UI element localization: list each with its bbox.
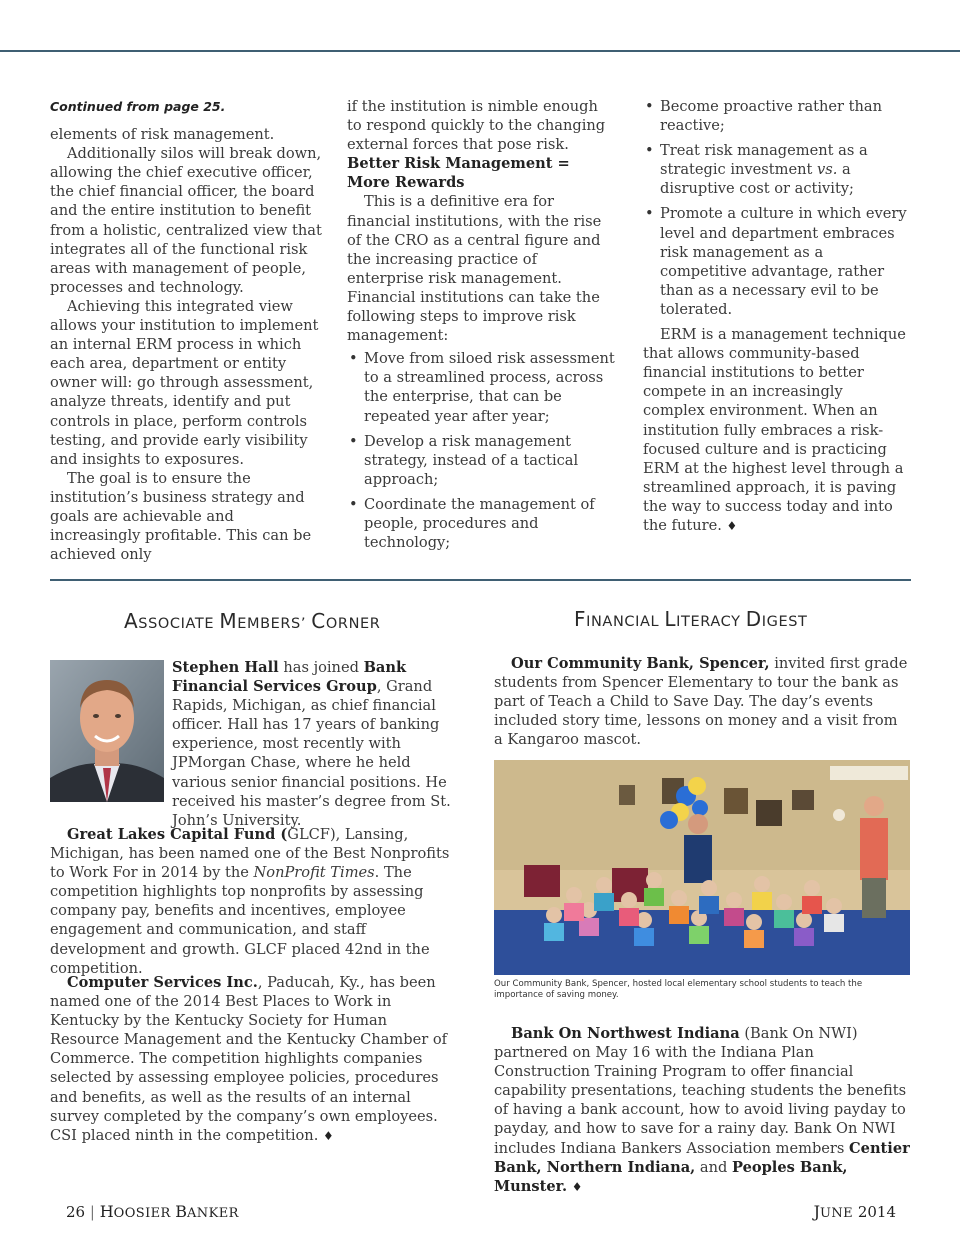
mag-cap: B xyxy=(175,1202,188,1221)
member-banks: Centier Bank, Northern Indiana, xyxy=(494,1139,910,1176)
footer-left xyxy=(66,1202,239,1221)
hall-text: , Grand Rapids, Michigan, as chief financial officer. Hall has 17 years of banking experience, most recently with JPMorgan Chase, where he held various senior financial positions. He received his master’s degree from St. John’s University. xyxy=(172,678,451,829)
bonwi-text: and xyxy=(695,1158,732,1176)
article-column-1 xyxy=(50,97,322,564)
associate-members-heading xyxy=(124,609,380,633)
footer-right xyxy=(814,1202,896,1221)
bank-on-nwi-item xyxy=(494,1024,910,1197)
heading-cap: A xyxy=(124,609,139,633)
magazine-name xyxy=(100,1203,239,1221)
person-name: Stephen Hall xyxy=(172,659,279,676)
financial-literacy-heading xyxy=(574,607,808,631)
col3-bullet-2 xyxy=(643,141,907,198)
col3-bullet-1: • Become proactive rather than reactive; xyxy=(643,97,907,135)
end-diamond-icon: ♦ xyxy=(726,518,738,533)
mag-cap: H xyxy=(99,1202,114,1221)
col3-bullet-2-post: a disruptive cost or activity; xyxy=(660,161,854,198)
col2-subhead: Better Risk Management = More Rewards xyxy=(347,155,570,192)
glcf-text: GLCF), Lansing, Michigan, has been named one of the Best Nonprofits to Work For in 2014 by the xyxy=(50,826,450,882)
article-column-2 xyxy=(347,97,615,558)
company-name: Bank Financial Services Group xyxy=(172,659,407,696)
company-name: Our Community Bank, Spencer, xyxy=(511,655,770,672)
date-cap: J xyxy=(813,1202,820,1221)
col3-bullet-2-vs: vs. xyxy=(817,161,838,179)
page-number: 26 xyxy=(66,1203,86,1221)
footer-separator: | xyxy=(89,1203,95,1221)
company-name: Great Lakes Capital Fund ( xyxy=(67,826,288,843)
col1-para-4: The goal is to ensure the institution’s business strategy and goals are achievable and increasingly profitable. This can be achieved only xyxy=(50,469,312,564)
col3-bullet-3: • Promote a culture in which every level and department embraces risk management as a competitive advantage, rather than as a necessary evil to be tolerated. xyxy=(643,204,907,319)
col1-para-2: Additionally silos will break down, allowing the chief executive officer, the chief financial officer, the board and the entire institution to benefit from a holistic, centralized view that integrates all of the functional risk areas with management of people, processes and technology. xyxy=(50,145,322,296)
heading-rest: IGEST xyxy=(761,614,808,630)
heading-rest: EMBERS’ xyxy=(237,616,312,632)
classroom-photo xyxy=(494,760,910,975)
member-banks: Peoples Bank, Munster. xyxy=(494,1158,848,1195)
glcf-item xyxy=(50,825,460,978)
col2-bullet-list xyxy=(347,349,615,552)
col2-bullet-1: • Move from siloed risk assessment to a streamlined process, across the enterprise, that can be repeated year after year; xyxy=(347,349,615,425)
heading-cap: D xyxy=(745,607,762,631)
col1-para-3: Achieving this integrated view allows your institution to implement an internal ERM process in which each area, department or entity owner will: go through assessment, analyze threats, identify and put controls in place, perform controls testing, and provide early visibility and insights to exposures. xyxy=(50,297,319,468)
heading-cap: F xyxy=(574,607,587,631)
end-diamond-icon: ♦ xyxy=(571,1179,583,1194)
top-rule xyxy=(0,50,960,52)
col3-para-text: ERM is a management technique that allows community-based financial institutions to better compete in an increasingly complex environment. When an institution fully embraces a risk-focused culture and is practicing ERM at the highest level through a streamlined approach, it is paving the way to success today and into the future. xyxy=(643,326,906,534)
heading-rest: INANCIAL xyxy=(586,614,665,630)
heading-cap: M xyxy=(219,609,238,633)
stephen-hall-item xyxy=(172,658,462,830)
photo-caption: Our Community Bank, Spencer, hosted local elementary school students to teach the importance of saving money. xyxy=(494,979,863,1000)
stephen-hall-photo xyxy=(50,660,164,802)
bonwi-text: (Bank On NWI) partnered on May 16 with the Indiana Plan Construction Training Program to offer financial capability presentations, teaching students the benefits of having a bank account, how to avoid living payday to payday, and how to save for a rainy day. Bank On NWI includes Indiana Bankers Association members xyxy=(494,1025,907,1157)
col2-para: This is a definitive era for financial institutions, with the rise of the CRO as a central figure and the increasing practice of enterprise risk management. Financial institutions can take the following steps to improve risk management: xyxy=(347,193,602,345)
col2-bullet-3: • Coordinate the management of people, procedures and technology; xyxy=(347,495,615,552)
heading-rest: SSOCIATE xyxy=(138,616,220,632)
col2-bullet-2: • Develop a risk management strategy, instead of a tactical approach; xyxy=(347,432,615,489)
heading-cap: C xyxy=(311,609,326,633)
col3-bullet-list xyxy=(643,97,907,319)
hall-text: has joined xyxy=(278,659,364,676)
continued-note: Continued from page 25. xyxy=(50,99,226,114)
col3-bullet-2-pre: Treat risk management as a strategic investment xyxy=(660,142,868,179)
col2-intro: if the institution is nimble enough to respond quickly to the changing external forces that pose risk. xyxy=(347,98,606,154)
heading-rest: ITERACY xyxy=(676,614,746,630)
heading-rest: ORNER xyxy=(325,616,381,632)
glcf-text: . The competition highlights top nonprofits by assessing company pay, benefits and incentives, employee engagement and communication, and staff development and growth. GLCF placed 42nd in the competition. xyxy=(50,864,430,977)
col1-para-1: elements of risk management. xyxy=(50,126,275,144)
company-name: Bank On Northwest Indiana xyxy=(511,1025,740,1042)
col3-para xyxy=(643,325,907,536)
mag-rest: ANKER xyxy=(187,1206,239,1221)
publication-name: NonProfit Times xyxy=(253,864,375,882)
section-divider xyxy=(50,579,911,581)
end-diamond-icon: ♦ xyxy=(323,1128,334,1143)
company-name: Computer Services Inc. xyxy=(67,974,258,991)
csi-item xyxy=(50,973,460,1146)
article-column-3 xyxy=(643,97,907,536)
heading-cap: L xyxy=(664,607,677,631)
ocb-text: invited first grade students from Spencer Elementary to tour the bank as part of Teach a Child to Save Day. The day’s events included story time, lessons on money and a visit from a Kangaroo mascot. xyxy=(494,655,908,749)
issue-date xyxy=(814,1203,896,1221)
date-rest: UNE xyxy=(820,1206,854,1221)
csi-text: , Paducah, Ky., has been named one of the 2014 Best Places to Work in Kentucky by the Kentucky Society for Human Resource Management and the Kentucky Chamber of Commerce. The competition highlights companies selected by assessing employee policies, procedures and benefits, as well as the results of an internal survey completed by the company’s own employees. CSI placed ninth in the competition. xyxy=(50,974,448,1144)
issue-year: 2014 xyxy=(857,1203,896,1221)
mag-rest: OOSIER xyxy=(113,1206,176,1221)
our-community-bank-item xyxy=(494,654,910,749)
